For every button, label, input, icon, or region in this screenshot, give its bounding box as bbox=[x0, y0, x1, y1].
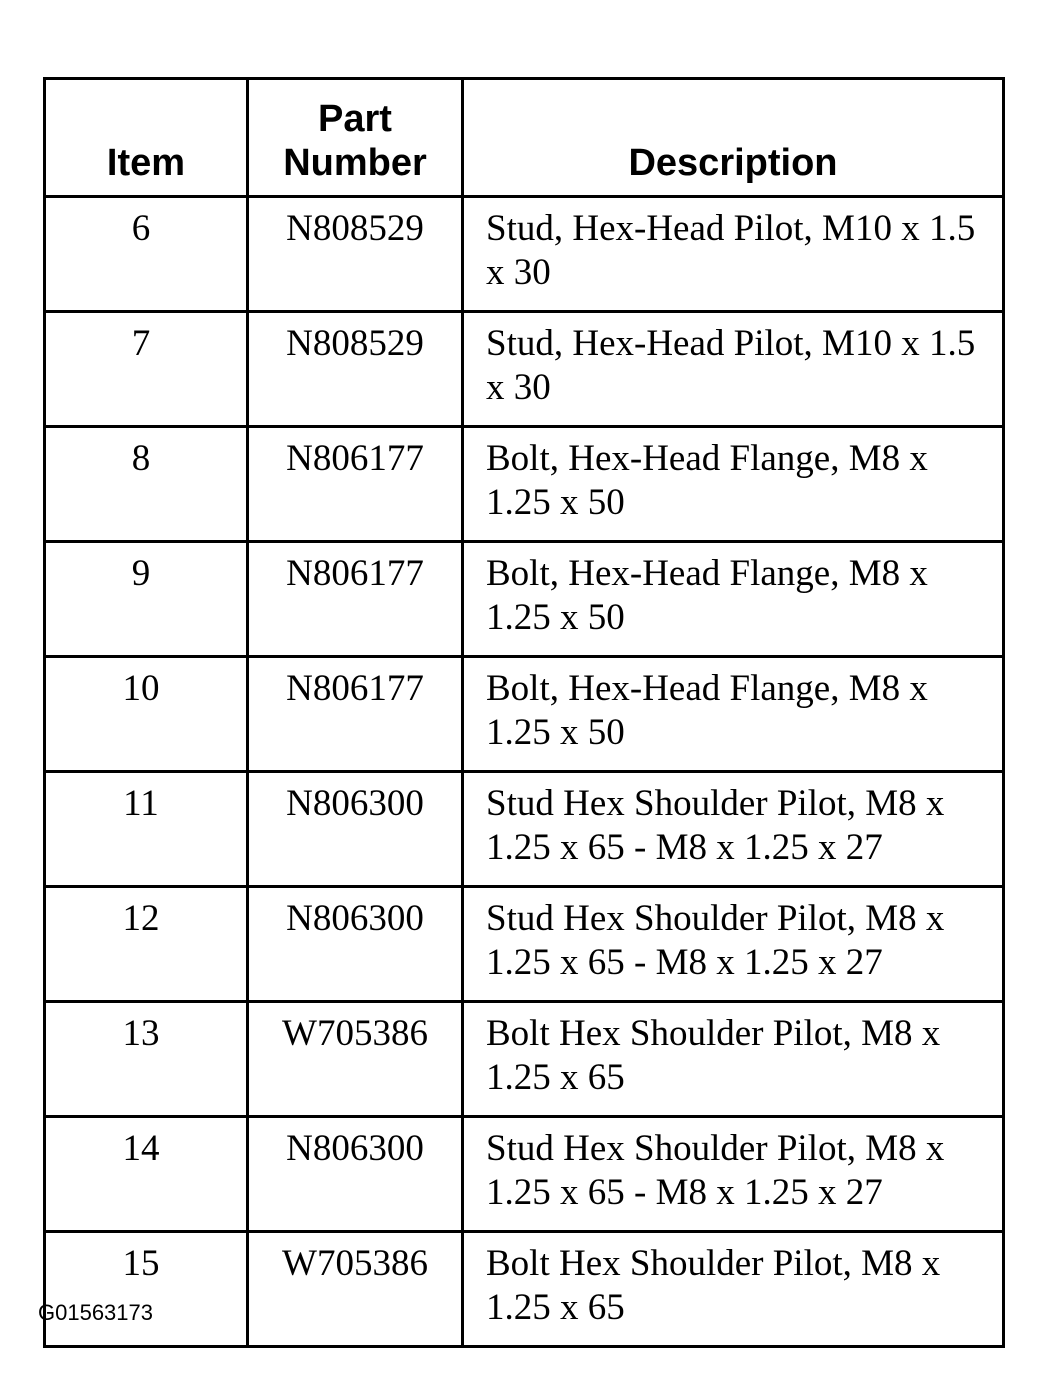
description-cell: Bolt Hex Shoulder Pilot, M8 x 1.25 x 65 bbox=[463, 1232, 1004, 1347]
item-cell: 11 bbox=[45, 772, 248, 887]
table-row bbox=[45, 312, 1004, 427]
table-row bbox=[45, 772, 1004, 887]
item-cell: 9 bbox=[45, 542, 248, 657]
part-number-cell: W705386 bbox=[248, 1232, 463, 1347]
description-cell: Bolt, Hex-Head Flange, M8 x 1.25 x 50 bbox=[463, 427, 1004, 542]
description-cell: Stud, Hex-Head Pilot, M10 x 1.5 x 30 bbox=[463, 197, 1004, 312]
table-row bbox=[45, 1117, 1004, 1232]
header-description: Description bbox=[463, 79, 1004, 197]
item-cell: 10 bbox=[45, 657, 248, 772]
header-part-number: Part Number bbox=[248, 79, 463, 197]
item-cell: 8 bbox=[45, 427, 248, 542]
part-number-cell: N808529 bbox=[248, 312, 463, 427]
parts-table bbox=[43, 77, 1005, 1348]
part-number-cell: N806177 bbox=[248, 427, 463, 542]
description-cell: Stud Hex Shoulder Pilot, M8 x 1.25 x 65 - M8 x 1.25 x 27 bbox=[463, 772, 1004, 887]
table-row bbox=[45, 427, 1004, 542]
part-number-cell: W705386 bbox=[248, 1002, 463, 1117]
description-cell: Stud, Hex-Head Pilot, M10 x 1.5 x 30 bbox=[463, 312, 1004, 427]
part-number-cell: N806300 bbox=[248, 772, 463, 887]
part-number-cell: N806300 bbox=[248, 887, 463, 1002]
part-number-cell: N808529 bbox=[248, 197, 463, 312]
table-row bbox=[45, 1232, 1004, 1347]
item-cell: 6 bbox=[45, 197, 248, 312]
part-number-cell: N806177 bbox=[248, 542, 463, 657]
header-item: Item bbox=[45, 79, 248, 197]
table-row bbox=[45, 197, 1004, 312]
table-row bbox=[45, 657, 1004, 772]
item-cell: 13 bbox=[45, 1002, 248, 1117]
description-cell: Stud Hex Shoulder Pilot, M8 x 1.25 x 65 - M8 x 1.25 x 27 bbox=[463, 1117, 1004, 1232]
table-row bbox=[45, 542, 1004, 657]
part-number-cell: N806177 bbox=[248, 657, 463, 772]
description-cell: Bolt, Hex-Head Flange, M8 x 1.25 x 50 bbox=[463, 542, 1004, 657]
figure-id: G01563173 bbox=[38, 1300, 153, 1325]
item-cell: 14 bbox=[45, 1117, 248, 1232]
description-cell: Stud Hex Shoulder Pilot, M8 x 1.25 x 65 - M8 x 1.25 x 27 bbox=[463, 887, 1004, 1002]
item-cell: 15 bbox=[45, 1232, 248, 1347]
table-header-row bbox=[45, 79, 1004, 197]
description-cell: Bolt, Hex-Head Flange, M8 x 1.25 x 50 bbox=[463, 657, 1004, 772]
part-number-cell: N806300 bbox=[248, 1117, 463, 1232]
item-cell: 7 bbox=[45, 312, 248, 427]
table-row bbox=[45, 887, 1004, 1002]
table-row bbox=[45, 1002, 1004, 1117]
description-cell: Bolt Hex Shoulder Pilot, M8 x 1.25 x 65 bbox=[463, 1002, 1004, 1117]
item-cell: 12 bbox=[45, 887, 248, 1002]
